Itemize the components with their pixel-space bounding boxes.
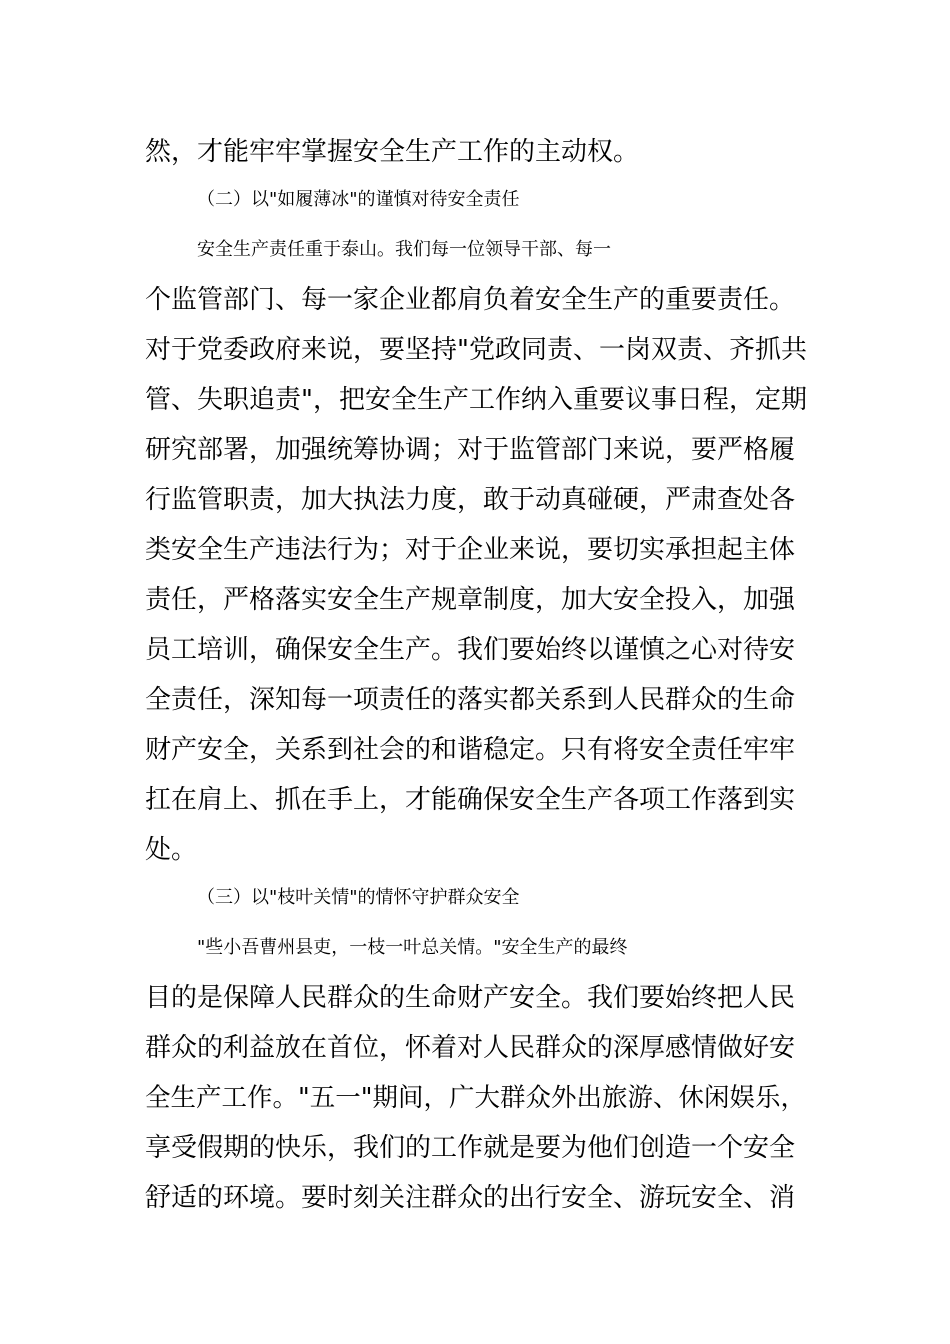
text-line: 享受假期的快乐，我们的工作就是要为他们创造一个安全 xyxy=(145,1133,796,1163)
section-heading-3: （三）以"枝叶关情"的情怀守护群众安全 xyxy=(197,887,520,908)
section-heading-2: （二）以"如履薄冰"的谨慎对待安全责任 xyxy=(197,189,520,210)
text-line: 类安全生产违法行为；对于企业来说，要切实承担起主体 xyxy=(145,535,796,565)
text-line: 责任，严格落实安全生产规章制度，加大安全投入，加强 xyxy=(145,585,796,615)
paragraph-start: "些小吾曹州县吏，一枝一叶总关情。"安全生产的最终 xyxy=(197,937,628,958)
text-line: 然，才能牢牢掌握安全生产工作的主动权。 xyxy=(145,137,640,167)
text-line: 群众的利益放在首位，怀着对人民群众的深厚感情做好安 xyxy=(145,1033,796,1063)
text-line: 财产安全，关系到社会的和谐稳定。只有将安全责任牢牢 xyxy=(145,735,796,765)
text-line: 全生产工作。"五一"期间，广大群众外出旅游、休闲娱乐， xyxy=(145,1083,806,1113)
text-line: 员工培训，确保安全生产。我们要始终以谨慎之心对待安 xyxy=(145,635,796,665)
text-line: 处。 xyxy=(145,835,198,865)
text-line: 目的是保障人民群众的生命财产安全。我们要始终把人民 xyxy=(145,983,796,1013)
paragraph-start: 安全生产责任重于泰山。我们每一位领导干部、每一 xyxy=(197,239,611,260)
text-line: 个监管部门、每一家企业都肩负着安全生产的重要责任。 xyxy=(145,285,796,315)
text-line: 对于党委政府来说，要坚持"党政同责、一岗双责、齐抓共 xyxy=(145,335,807,365)
text-line: 扛在肩上、抓在手上，才能确保安全生产各项工作落到实 xyxy=(145,785,796,815)
text-line: 研究部署，加强统筹协调；对于监管部门来说，要严格履 xyxy=(145,435,796,465)
text-line: 舒适的环境。要时刻关注群众的出行安全、游玩安全、消 xyxy=(145,1183,796,1213)
text-line: 全责任，深知每一项责任的落实都关系到人民群众的生命 xyxy=(145,685,796,715)
text-line: 行监管职责，加大执法力度，敢于动真碰硬，严肃查处各 xyxy=(145,485,796,515)
text-line: 管、失职追责"，把安全生产工作纳入重要议事日程，定期 xyxy=(145,385,807,415)
